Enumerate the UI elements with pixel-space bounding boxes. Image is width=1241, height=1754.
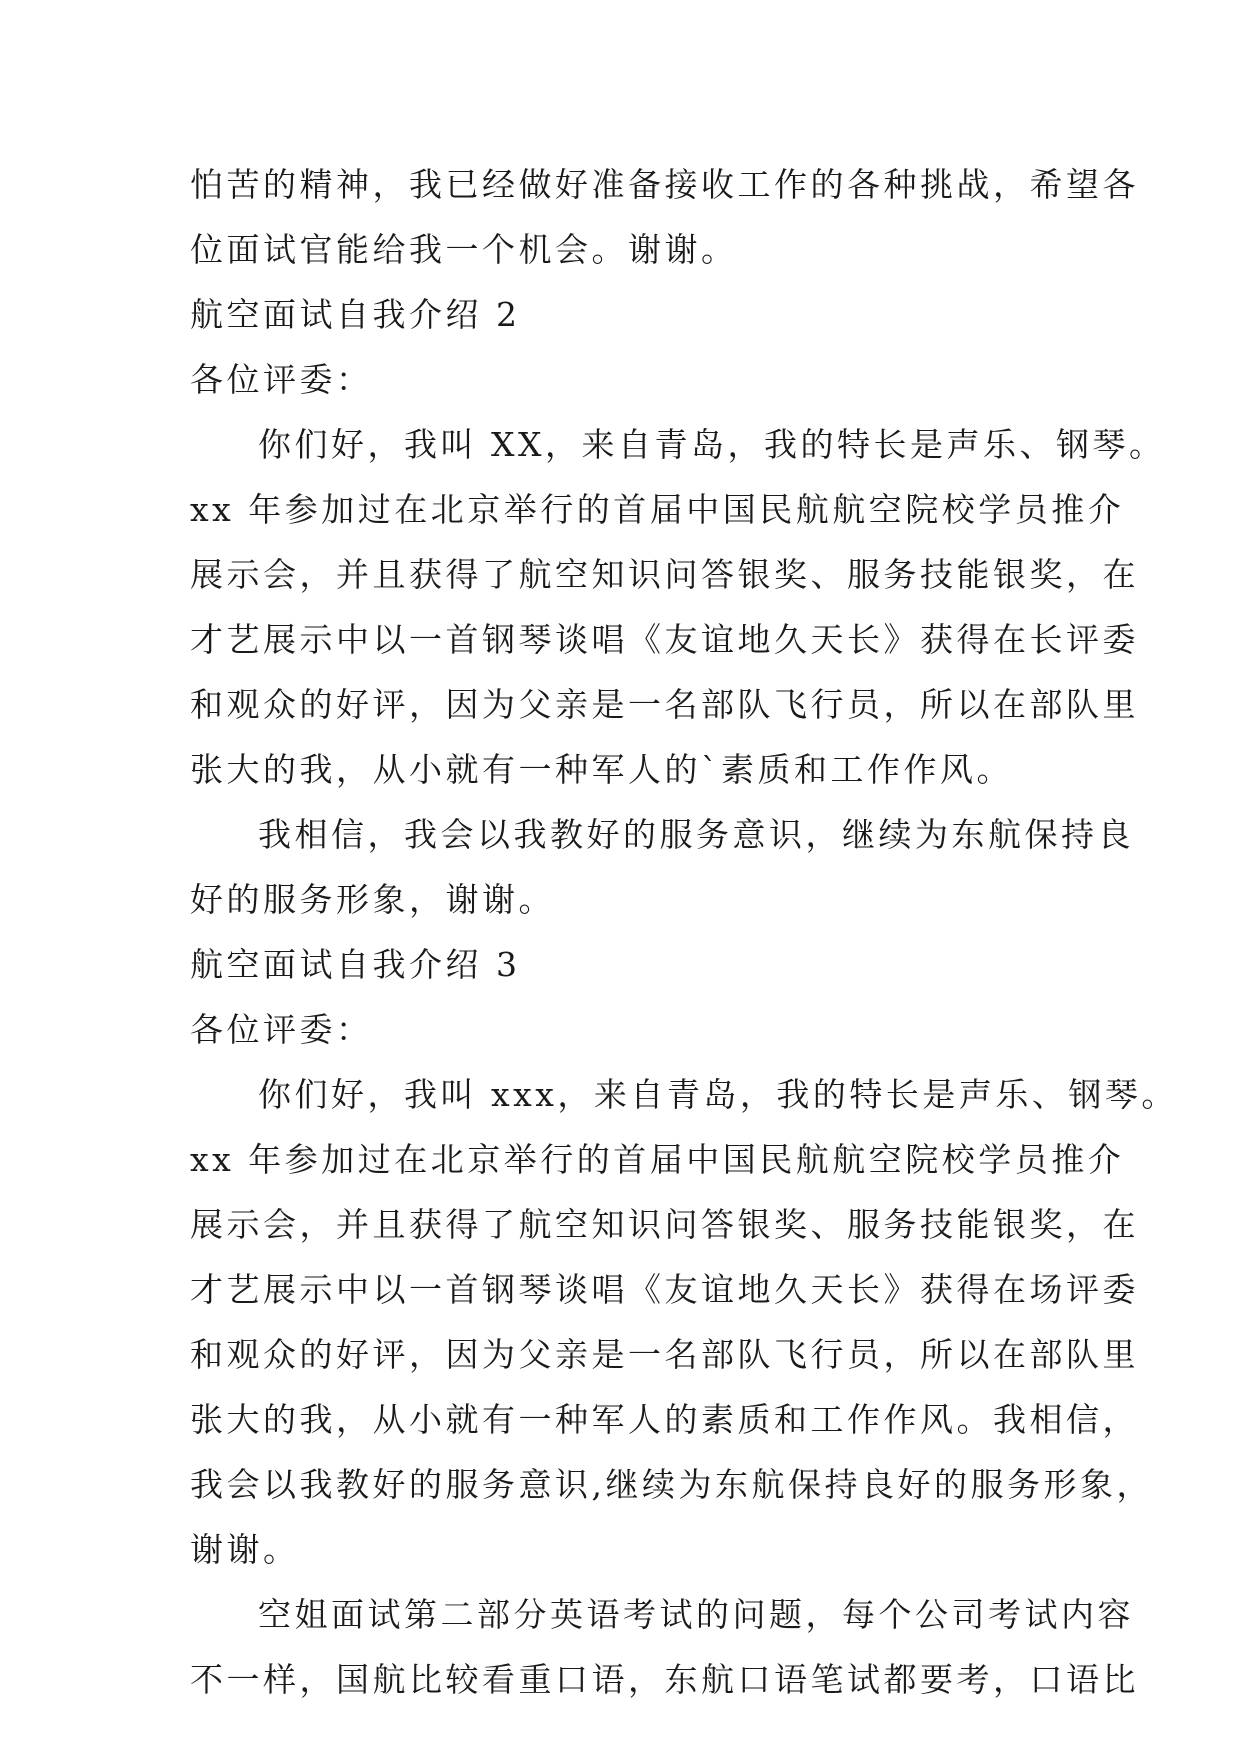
text-line: xx 年参加过在北京举行的首届中国民航航空院校学员推介: [190, 490, 1125, 529]
text-line: 张大的我，从小就有一种军人的素质和工作作风。我相信，: [190, 1400, 1139, 1439]
paragraph-first-line: 我相信，我会以我教好的服务意识，继续为东航保持良: [258, 815, 1134, 854]
paragraph-first-line: 你们好，我叫 xxx，来自青岛，我的特长是声乐、钢琴。: [258, 1075, 1178, 1114]
section-heading: 航空面试自我介绍 2: [190, 295, 521, 334]
salutation: 各位评委：: [190, 1010, 373, 1049]
text-line: 才艺展示中以一首钢琴谈唱《友谊地久天长》获得在场评委: [190, 1270, 1139, 1309]
text-line: 和观众的好评，因为父亲是一名部队飞行员，所以在部队里: [190, 1335, 1139, 1374]
text-line: 我会以我教好的服务意识,继续为东航保持良好的服务形象，: [190, 1465, 1153, 1504]
paragraph-first-line: 空姐面试第二部分英语考试的问题，每个公司考试内容: [258, 1595, 1134, 1634]
text-line: 谢谢。: [190, 1530, 300, 1569]
text-line: 不一样，国航比较看重口语，东航口语笔试都要考，口语比: [190, 1660, 1139, 1699]
text-line: 和观众的好评，因为父亲是一名部队飞行员，所以在部队里: [190, 685, 1139, 724]
section-heading: 航空面试自我介绍 3: [190, 945, 521, 984]
text-line: 展示会，并且获得了航空知识问答银奖、服务技能银奖，在: [190, 1205, 1139, 1244]
salutation: 各位评委：: [190, 360, 373, 399]
text-line: xx 年参加过在北京举行的首届中国民航航空院校学员推介: [190, 1140, 1125, 1179]
text-line: 怕苦的精神，我已经做好准备接收工作的各种挑战，希望各: [190, 165, 1139, 204]
text-line: 位面试官能给我一个机会。谢谢。: [190, 230, 738, 269]
paragraph-first-line: 你们好，我叫 XX，来自青岛，我的特长是声乐、钢琴。: [258, 425, 1166, 464]
text-line: 好的服务形象，谢谢。: [190, 880, 555, 919]
text-line: 展示会，并且获得了航空知识问答银奖、服务技能银奖，在: [190, 555, 1139, 594]
text-line: 张大的我，从小就有一种军人的`素质和工作作风。: [190, 750, 1013, 789]
text-line: 才艺展示中以一首钢琴谈唱《友谊地久天长》获得在长评委: [190, 620, 1139, 659]
